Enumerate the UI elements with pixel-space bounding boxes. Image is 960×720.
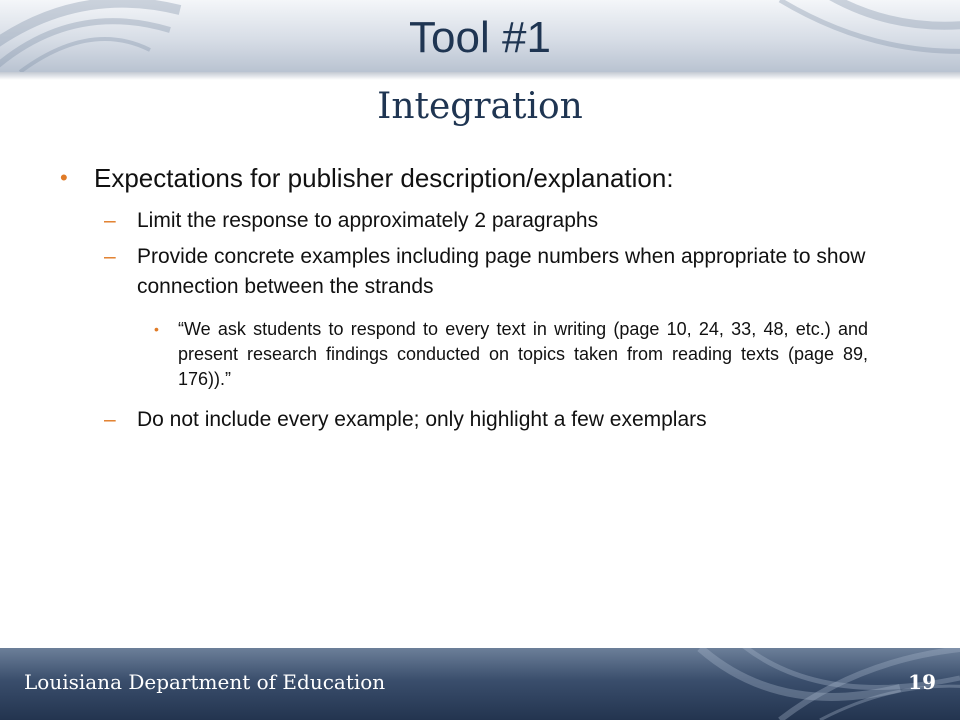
bullet-sub-text: Provide concrete examples including page numbers when appropriate to show connection between the strands <box>137 245 866 298</box>
slide-title: Tool #1 <box>409 13 551 62</box>
page-number: 19 <box>908 670 936 694</box>
bullet-dot-icon: • <box>60 165 68 190</box>
bullet-sub-text: Do not include every example; only highlight a few exemplars <box>137 408 707 431</box>
footer-organization: Louisiana Department of Education <box>24 670 386 694</box>
bullet-dash-icon: – <box>104 408 116 431</box>
bullet-dash-icon: – <box>104 245 116 268</box>
bullet-dot-icon: • <box>154 321 159 337</box>
quote-text: “We ask students to respond to every text in writing (page 10, 24, 33, 48, etc.) and present research findings conducted on topics taken from reading texts (page 89, 176)).” <box>178 319 868 389</box>
header-shadow <box>0 72 960 80</box>
slide-subtitle: Integration <box>377 86 583 127</box>
bullet-dash-icon: – <box>104 209 116 232</box>
bullet-sub-text: Limit the response to approximately 2 paragraphs <box>137 209 599 232</box>
bullet-main-text: Expectations for publisher description/explanation: <box>94 163 674 193</box>
